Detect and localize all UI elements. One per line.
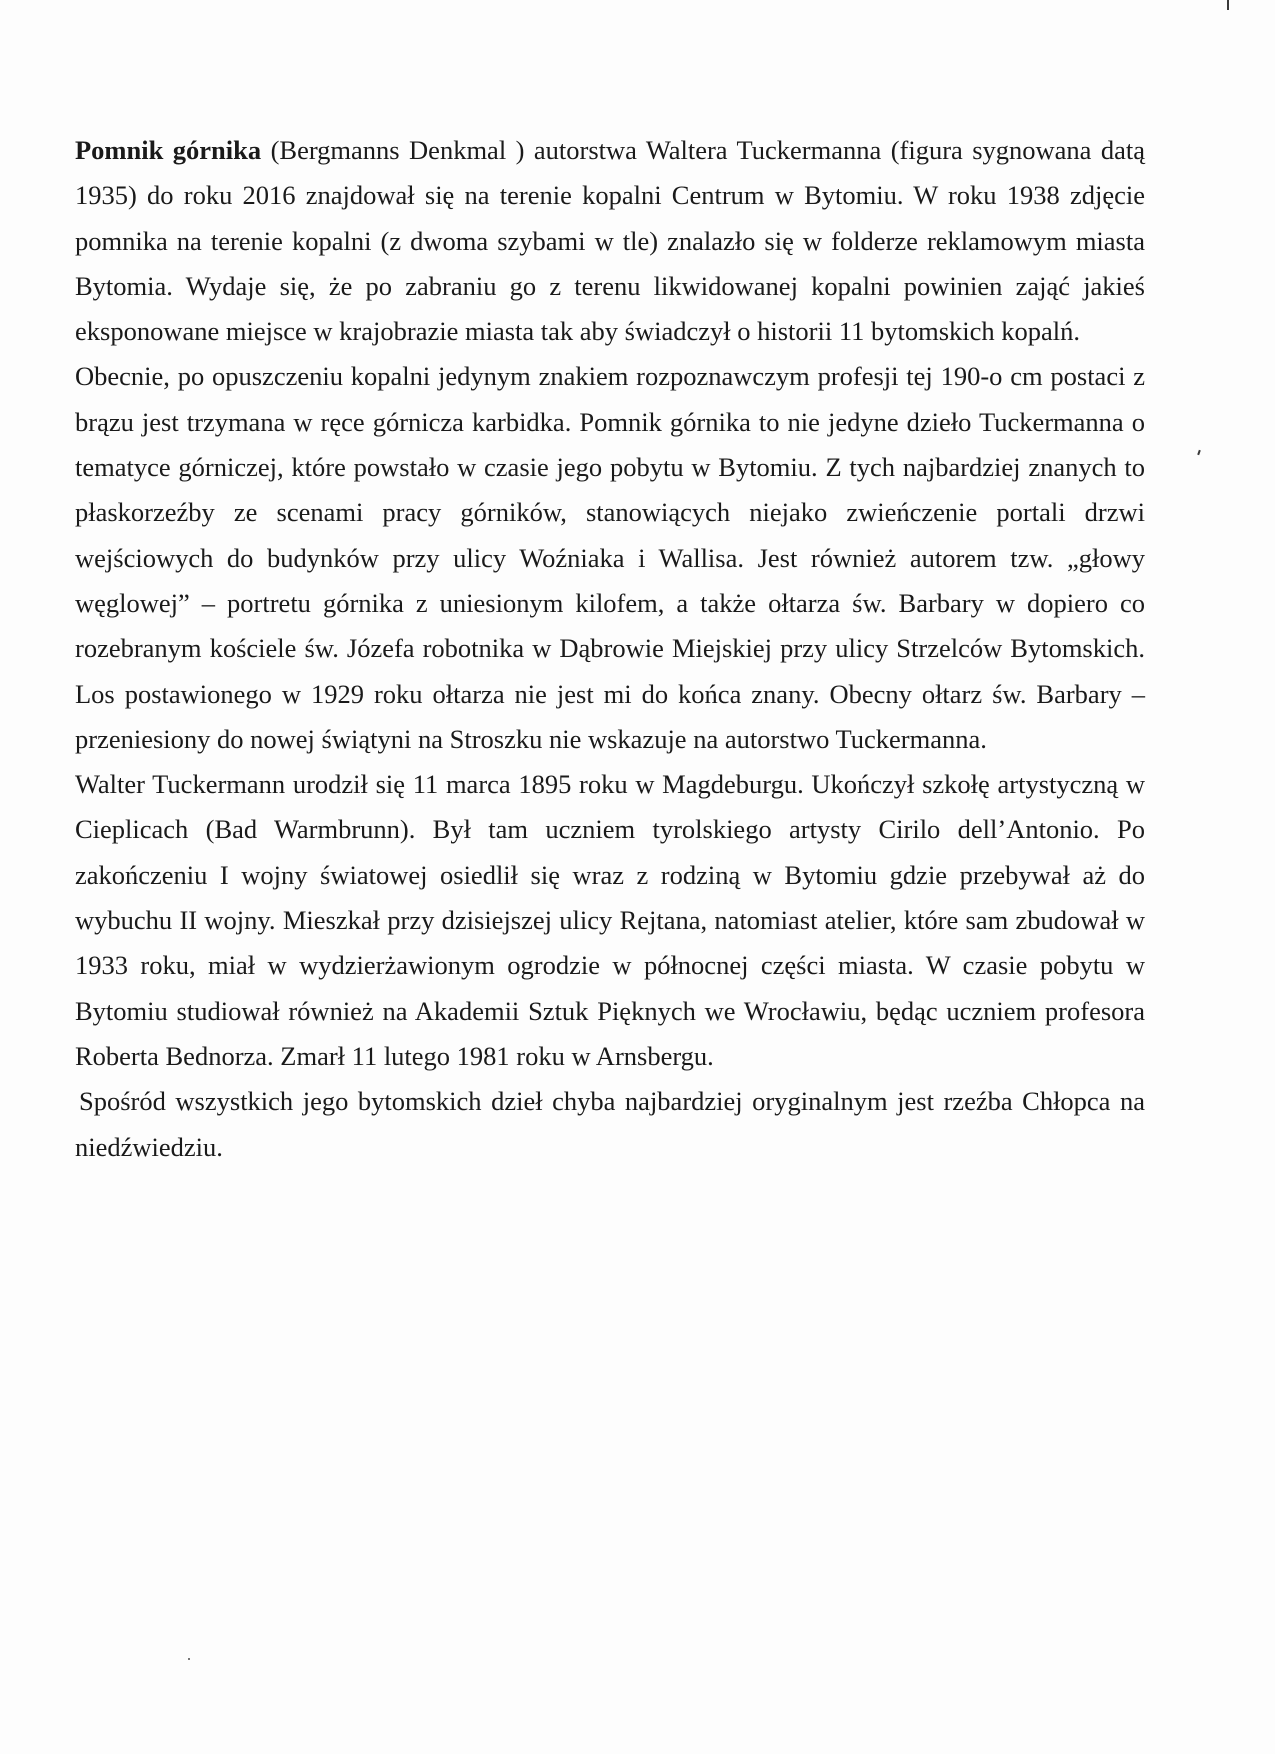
- paragraph-text: (Bergmanns Denkmal ) autorstwa Waltera Tuckermanna (figura sygnowana datą 1935) do roku 2016 znajdował się na terenie kopalni Centrum w Bytomiu. W roku 1938 zdjęcie pomnika na terenie kopalni (z dwoma szybami w tle) znalazło się w folderze reklamowym miasta Bytomia. Wydaje się, że po zabraniu go z terenu likwidowanej kopalni powinien zająć jakieś eksponowane miejsce w krajobrazie miasta tak aby świadczył o historii 11 bytomskich kopalń.: [75, 135, 1146, 347]
- paragraph-biography: Walter Tuckermann urodził się 11 marca 1895 roku w Magdeburgu. Ukończył szkołę artystyczną w Cieplicach (Bad Warmbrunn). Był tam uczniem tyrolskiego artysty Cirilo dell’Antonio. Po zakończeniu I wojny światowej osiedlił się wraz z rodziną w Bytomiu gdzie przebywał aż do wybuchu II wojny. Mieszkał przy dzisiejszej ulicy Rejtana, natomiast atelier, które sam zbudował w 1933 roku, miał w wydzierżawionym ogrodzie w północnej części miasta. W czasie pobytu w Bytomiu studiował również na Akademii Sztuk Pięknych we Wrocławiu, będąc uczniem profesora Roberta Bednorza. Zmarł 11 lutego 1981 roku w Arnsbergu.: [75, 769, 1145, 1071]
- scan-artifact-mark: [1227, 0, 1229, 10]
- paragraph-pomnik-gornika: [75, 128, 1145, 354]
- scan-artifact-dot: [188, 1658, 190, 1660]
- paragraph-closing: Spośród wszystkich jego bytomskich dzieł chyba najbardziej oryginalnym jest rzeźba Chłopca na niedźwiedziu.: [75, 1086, 1145, 1162]
- document-body: [75, 128, 1145, 1170]
- paragraph-obecnie: Obecnie, po opuszczeniu kopalni jedynym znakiem rozpoznawczym profesji tej 190-o cm postaci z brązu jest trzymana w ręce górnicza karbidka. Pomnik górnika to nie jedyne dzieło Tuckermanna o tematyce górniczej, które powstało w czasie jego pobytu w Bytomiu. Z tych najbardziej znanych to płaskorzeźby ze scenami pracy górników, stanowiących niejako zwieńczenie portali drzwi wejściowych do budynków przy ulicy Woźniaka i Wallisa. Jest również autorem tzw. „głowy węglowej” – portretu górnika z uniesionym kilofem, a także ołtarza św. Barbary w dopiero co rozebranym kościele św. Józefa robotnika w Dąbrowie Miejskiej przy ulicy Strzelców Bytomskich. Los postawionego w 1929 roku ołtarza nie jest mi do końca znany. Obecny ołtarz św. Barbary – przeniesiony do nowej świątyni na Stroszku nie wskazuje na autorstwo Tuckermanna.: [75, 361, 1145, 754]
- scan-artifact-mark: [1197, 450, 1201, 455]
- paragraph-lead-title: Pomnik górnika: [75, 135, 262, 165]
